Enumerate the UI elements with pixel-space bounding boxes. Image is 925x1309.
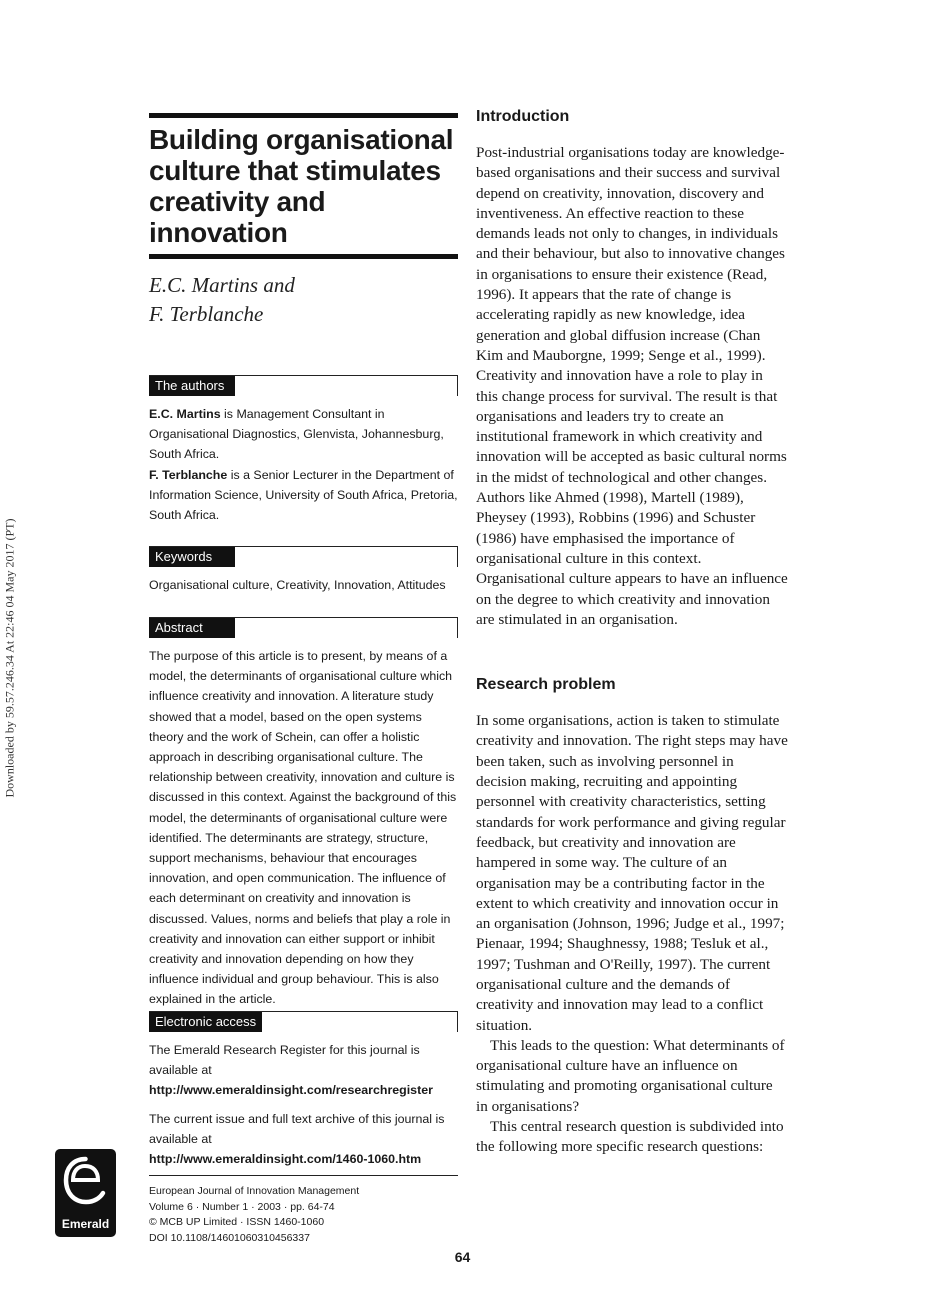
access-text-2: The current issue and full text archive of this journal is available at	[149, 1111, 445, 1146]
electronic-access-section	[149, 1011, 458, 1246]
author-line-2: F. Terblanche	[149, 302, 264, 326]
emerald-e-icon	[61, 1153, 110, 1209]
author-line-1: E.C. Martins and	[149, 273, 295, 297]
abstract-heading: Abstract	[149, 618, 235, 638]
research-problem-paragraph-2: This leads to the question: What determinants of organisational culture have an influence on stimulating and promoting organisational culture in organisations?	[476, 1036, 785, 1115]
emerald-logo	[55, 1149, 116, 1237]
author-entry: F. Terblanche is a Senior Lecturer in the Department of Information Science, University of South Africa, Pretoria, South Africa.	[149, 467, 458, 523]
authors-section	[149, 375, 458, 525]
research-problem-heading: Research problem	[476, 676, 616, 694]
access-heading: Electronic access	[149, 1012, 262, 1032]
journal-info-rule	[149, 1175, 458, 1176]
keywords-section	[149, 546, 458, 595]
article-title: Building organisational culture that stimulates creativity and innovation	[149, 124, 454, 248]
access-text-1: The Emerald Research Register for this journal is available at	[149, 1043, 420, 1078]
logo-label: Emerald	[61, 1217, 110, 1231]
archive-link[interactable]: http://www.emeraldinsight.com/1460-1060.htm	[149, 1152, 422, 1167]
keywords-heading-bar	[149, 546, 458, 567]
title-top-rule	[149, 113, 458, 118]
keywords-text: Organisational culture, Creativity, Innovation, Attitudes	[149, 578, 446, 592]
research-register-link[interactable]: http://www.emeraldinsight.com/researchregister	[149, 1083, 433, 1098]
page-number: 64	[454, 1249, 471, 1265]
introduction-paragraph: Post-industrial organisations today are knowledge-based organisations and their success and survival depend on creativity, innovation, discovery and inventiveness. An effective reaction to these demands leads not only to changes, in individuals and their behaviour, but also to innovative changes in organisations to ensure their existence (Read, 1996). It appears that the rate of change is accelerating rapidly as new knowledge, idea generation and global diffusion increase (Chan Kim and Mauborgne, 1999; Senge et al., 1999). Creativity and innovation have a role to play in this change process for survival. The result is that organisations and leaders try to create an institutional framework in which creativity and innovation will be accepted as basic cultural norms in the midst of technological and other changes. Authors like Ahmed (1998), Martell (1989), Pheysey (1993), Robbins (1996) and Schuster (1986) have emphasised the importance of organisational culture in this context. Organisational culture appears to have an influence on the degree to which creativity and innovation are stimulated in an organisation.	[476, 144, 788, 628]
abstract-section	[149, 617, 458, 1010]
access-heading-bar	[149, 1011, 458, 1032]
journal-info	[149, 1184, 458, 1246]
journal-volume: Volume 6 · Number 1 · 2003 · pp. 64-74	[149, 1200, 335, 1213]
download-watermark: Downloaded by 59.57.246.34 At 22:46 04 May 2017 (PT)	[2, 518, 17, 798]
abstract-heading-bar	[149, 617, 458, 638]
authors-body	[149, 404, 458, 525]
author-entry: E.C. Martins is Management Consultant in Organisational Diagnostics, Glenvista, Johannesburg, South Africa.	[149, 407, 444, 462]
journal-copyright: © MCB UP Limited · ISSN 1460-1060	[149, 1216, 325, 1229]
research-problem-paragraph-1: In some organisations, action is taken to stimulate creativity and innovation. The right steps may have been taken, such as involving personnel in decision making, recruiting and appointing personnel with creativity characteristics, setting standards for work performance and giving regular feedback, but creativity and innovation are hampered in some way. The culture of an organisation may be a contributing factor in the extent to which creativity and innovation occur in an organisation (Johnson, 1996; Judge et al., 1997; Pienaar, 1994; Shaughnessy, 1988; Tesluk et al., 1997; Tushman and O'Reilly, 1997). The current organisational culture and the demands of creativity and innovation may lead to a conflict situation.	[476, 712, 788, 1034]
research-problem-paragraph-3: This central research question is subdivided into the following more specific research questions:	[476, 1118, 784, 1156]
author-names	[149, 271, 458, 329]
journal-doi: DOI 10.1108/14601060310456337	[149, 1231, 310, 1244]
introduction-heading: Introduction	[476, 108, 570, 125]
right-column	[476, 106, 788, 1158]
authors-heading: The authors	[149, 376, 235, 396]
left-column	[149, 113, 458, 1244]
keywords-heading: Keywords	[149, 547, 235, 567]
title-bottom-rule	[149, 254, 458, 259]
authors-heading-bar	[149, 375, 458, 396]
access-body	[149, 1040, 458, 1246]
abstract-text: The purpose of this article is to present, by means of a model, the determinants of organisational culture which influence creativity and innovation. A literature study showed that a model, based on the open systems theory and the work of Schein, can offer a holistic approach in describing organisational culture. The relationship between creativity, innovation and culture is discussed in this context. Against the background of this model, the determinants of organisational culture were identified. The determinants are strategy, structure, support mechanisms, behaviour that encourages innovation, and open communication. The influence of each determinant on creativity and innovation is discussed. Values, norms and beliefs that play a role in creativity and innovation can either support or inhibit creativity and innovation depending on how they influence individual and group behaviour. This is also explained in the article.	[149, 649, 457, 1007]
journal-name: European Journal of Innovation Management	[149, 1185, 360, 1198]
